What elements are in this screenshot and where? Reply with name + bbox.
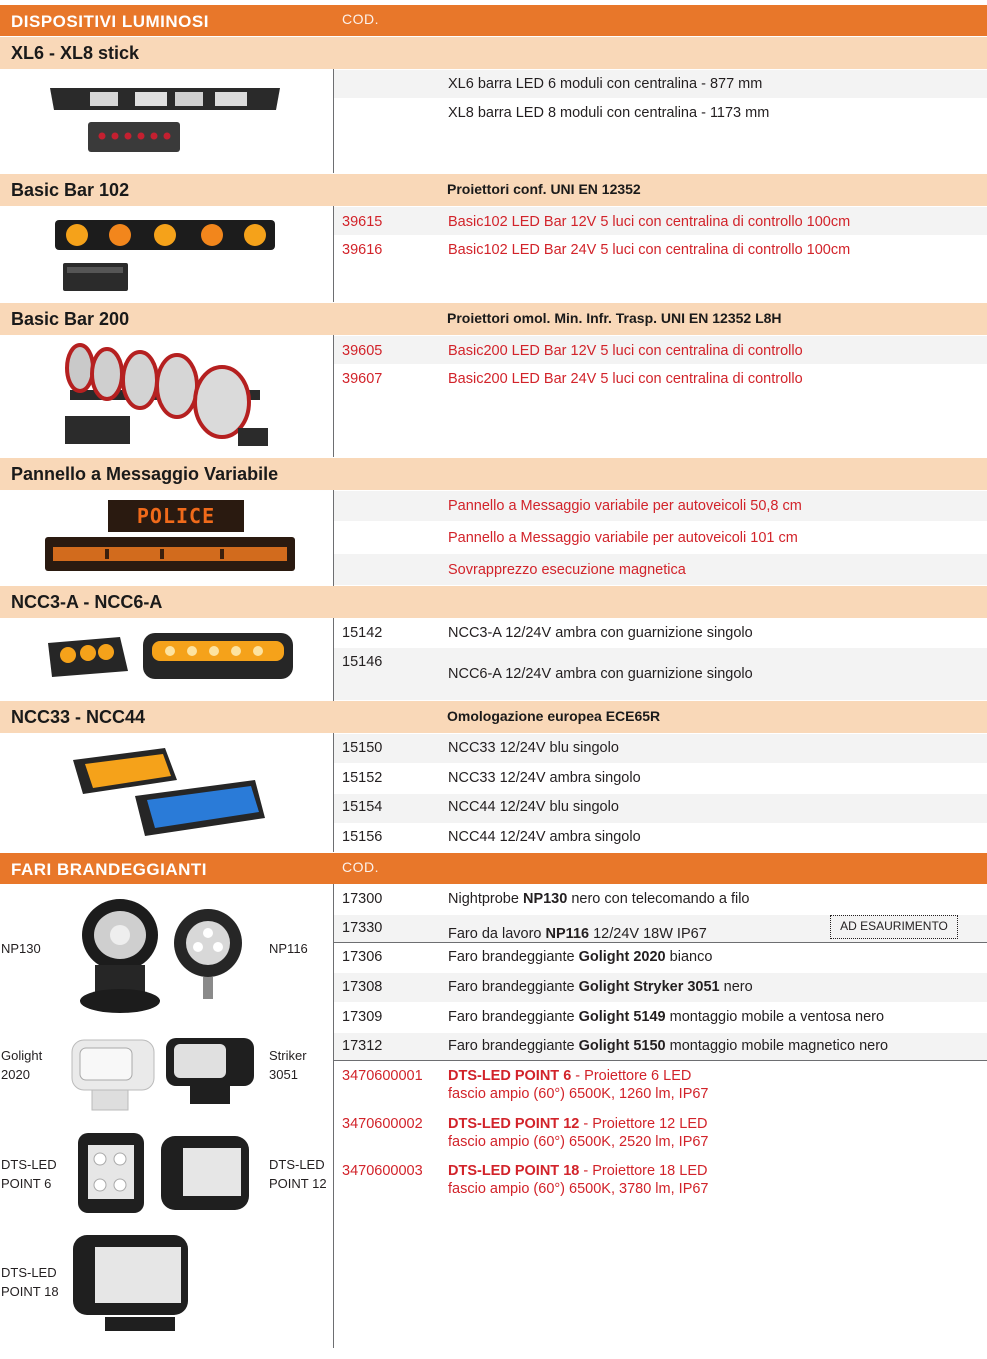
row-code: 39615 — [342, 214, 383, 230]
row-desc: Faro brandeggiante Golight 5149 montaggio mobile a ventosa nero — [448, 1009, 885, 1025]
section-note: Proiettori omol. Min. Infr. Trasp. UNI EN 12352 L8H — [447, 310, 782, 326]
dts18-label: DTS-LED POINT 18 — [1, 1265, 59, 1299]
table-row — [334, 522, 987, 553]
row-desc: Pannello a Messaggio variabile per autoveicoli 50,8 cm — [448, 498, 802, 514]
row-code: 17306 — [342, 949, 383, 965]
table-row — [334, 734, 987, 763]
basic-bar-200-image — [60, 340, 280, 452]
dts-led-point-6-image — [70, 1125, 160, 1225]
row-desc: Pannello a Messaggio variabile per autoveicoli 101 cm — [448, 530, 798, 546]
section-xl-stick — [0, 37, 987, 69]
section-basic-bar-200 — [0, 303, 987, 335]
row-code: 17330 — [342, 920, 383, 936]
dts-led-point-18-image — [65, 1225, 195, 1340]
section-title: Pannello a Messaggio Variabile — [11, 464, 279, 484]
np116-label: NP116 — [269, 941, 308, 956]
table-row — [334, 648, 987, 700]
row-desc: NCC44 12/24V blu singolo — [448, 799, 619, 815]
section-header-dispositivi — [0, 5, 987, 36]
section-ncc33-ncc44 — [0, 701, 987, 733]
cod-header: COD. — [342, 859, 379, 875]
row-code: 17308 — [342, 979, 383, 995]
section-ncc3-ncc6 — [0, 586, 987, 618]
section-basic-bar-102 — [0, 174, 987, 206]
table-row — [334, 1157, 987, 1203]
table-row — [334, 1033, 987, 1060]
row-code: 17309 — [342, 1009, 383, 1025]
row-code: 17312 — [342, 1038, 383, 1054]
section-title: NCC33 - NCC44 — [11, 707, 146, 727]
ad-esaurimento-badge: AD ESAURIMENTO — [830, 915, 958, 939]
row-desc: Basic102 LED Bar 24V 5 luci con centralina di controllo 100cm — [448, 242, 851, 258]
table-row — [334, 554, 987, 585]
header-title: DISPOSITIVI LUMINOSI — [11, 12, 209, 31]
row-code: 15156 — [342, 829, 383, 845]
row-desc: Nightprobe NP130 nero con telecomando a filo — [448, 891, 750, 907]
row-code: 39607 — [342, 371, 383, 387]
row-desc: NCC33 12/24V blu singolo — [448, 740, 619, 756]
table-row — [334, 764, 987, 793]
table-row — [334, 491, 987, 521]
row-code: 15150 — [342, 740, 383, 756]
table-row — [334, 207, 987, 235]
table-row — [334, 1062, 987, 1108]
row-code: 3470600002 — [342, 1116, 423, 1132]
row-desc: DTS-LED POINT 6 - Proiettore 6 LED fascio ampio (60°) 6500K, 1260 lm, IP67 — [448, 1068, 709, 1102]
row-desc: Faro da lavoro NP116 12/24V 18W IP67 — [448, 926, 707, 942]
table-row — [334, 336, 987, 364]
row-desc: NCC44 12/24V ambra singolo — [448, 829, 641, 845]
row-desc: Faro brandeggiante Golight Stryker 3051 nero — [448, 979, 753, 995]
table-row — [334, 943, 987, 972]
table-row — [334, 794, 987, 823]
table-row — [334, 1110, 987, 1156]
np130-label: NP130 — [1, 941, 41, 956]
np130-image — [75, 893, 165, 1018]
row-divider — [334, 1060, 987, 1061]
message-panel-image — [45, 537, 300, 577]
row-desc: NCC3-A 12/24V ambra con guarnizione singolo — [448, 625, 753, 641]
header-title: FARI BRANDEGGIANTI — [11, 860, 207, 879]
golight-label: Golight 2020 — [1, 1048, 43, 1082]
row-code: 39616 — [342, 242, 383, 258]
golight-2020-image — [62, 1030, 162, 1115]
row-code: 3470600001 — [342, 1068, 423, 1084]
row-desc: XL8 barra LED 8 moduli con centralina - 1173 mm — [448, 105, 770, 121]
row-code: 15152 — [342, 770, 383, 786]
table-row — [334, 824, 987, 852]
ncc-lights-image — [40, 625, 300, 690]
table-row — [334, 70, 987, 98]
xl-stick-image — [40, 80, 330, 165]
section-title: Basic Bar 102 — [11, 180, 130, 200]
row-code: 39605 — [342, 343, 383, 359]
table-row — [334, 1003, 987, 1032]
basic-bar-102-image — [55, 216, 285, 296]
row-desc: Sovrapprezzo esecuzione magnetica — [448, 562, 686, 578]
striker-3051-image — [160, 1030, 260, 1110]
row-desc: NCC6-A 12/24V ambra con guarnizione singolo — [448, 666, 753, 682]
table-row — [334, 99, 987, 127]
section-header-fari — [0, 853, 987, 884]
row-code: 15142 — [342, 625, 383, 641]
police-panel-image: POLICE — [108, 500, 244, 532]
table-row — [334, 885, 987, 914]
table-row — [334, 619, 987, 647]
table-row — [334, 365, 987, 393]
section-title: Basic Bar 200 — [11, 309, 130, 329]
row-code: 17300 — [342, 891, 383, 907]
section-note: Omologazione europea ECE65R — [447, 708, 661, 724]
row-code: 15154 — [342, 799, 383, 815]
cod-header: COD. — [342, 11, 379, 27]
striker-label: Striker 3051 — [269, 1048, 307, 1082]
np116-image — [170, 905, 250, 1005]
row-desc: Basic200 LED Bar 24V 5 luci con centralina di controllo — [448, 371, 803, 387]
section-title: XL6 - XL8 stick — [11, 43, 140, 63]
ncc33-ncc44-image — [65, 740, 275, 845]
dts12-label: DTS-LED POINT 12 — [269, 1157, 327, 1191]
row-code: 3470600003 — [342, 1163, 423, 1179]
row-desc: Faro brandeggiante Golight 2020 bianco — [448, 949, 713, 965]
row-desc: NCC33 12/24V ambra singolo — [448, 770, 641, 786]
row-desc: Basic200 LED Bar 12V 5 luci con centralina di controllo — [448, 343, 803, 359]
dts-led-point-12-image — [155, 1130, 255, 1225]
section-title: NCC3-A - NCC6-A — [11, 592, 163, 612]
row-desc: Faro brandeggiante Golight 5150 montaggio mobile magnetico nero — [448, 1038, 889, 1054]
section-pannello — [0, 458, 987, 490]
row-desc: XL6 barra LED 6 moduli con centralina - 877 mm — [448, 76, 763, 92]
row-desc: Basic102 LED Bar 12V 5 luci con centralina di controllo 100cm — [448, 214, 851, 230]
row-desc: DTS-LED POINT 18 - Proiettore 18 LED fascio ampio (60°) 6500K, 3780 lm, IP67 — [448, 1163, 709, 1197]
row-desc: DTS-LED POINT 12 - Proiettore 12 LED fascio ampio (60°) 6500K, 2520 lm, IP67 — [448, 1116, 709, 1150]
row-code: 15146 — [342, 654, 383, 670]
dts6-label: DTS-LED POINT 6 — [1, 1157, 57, 1191]
section-note: Proiettori conf. UNI EN 12352 — [447, 181, 641, 197]
table-row — [334, 236, 987, 264]
table-row — [334, 973, 987, 1002]
